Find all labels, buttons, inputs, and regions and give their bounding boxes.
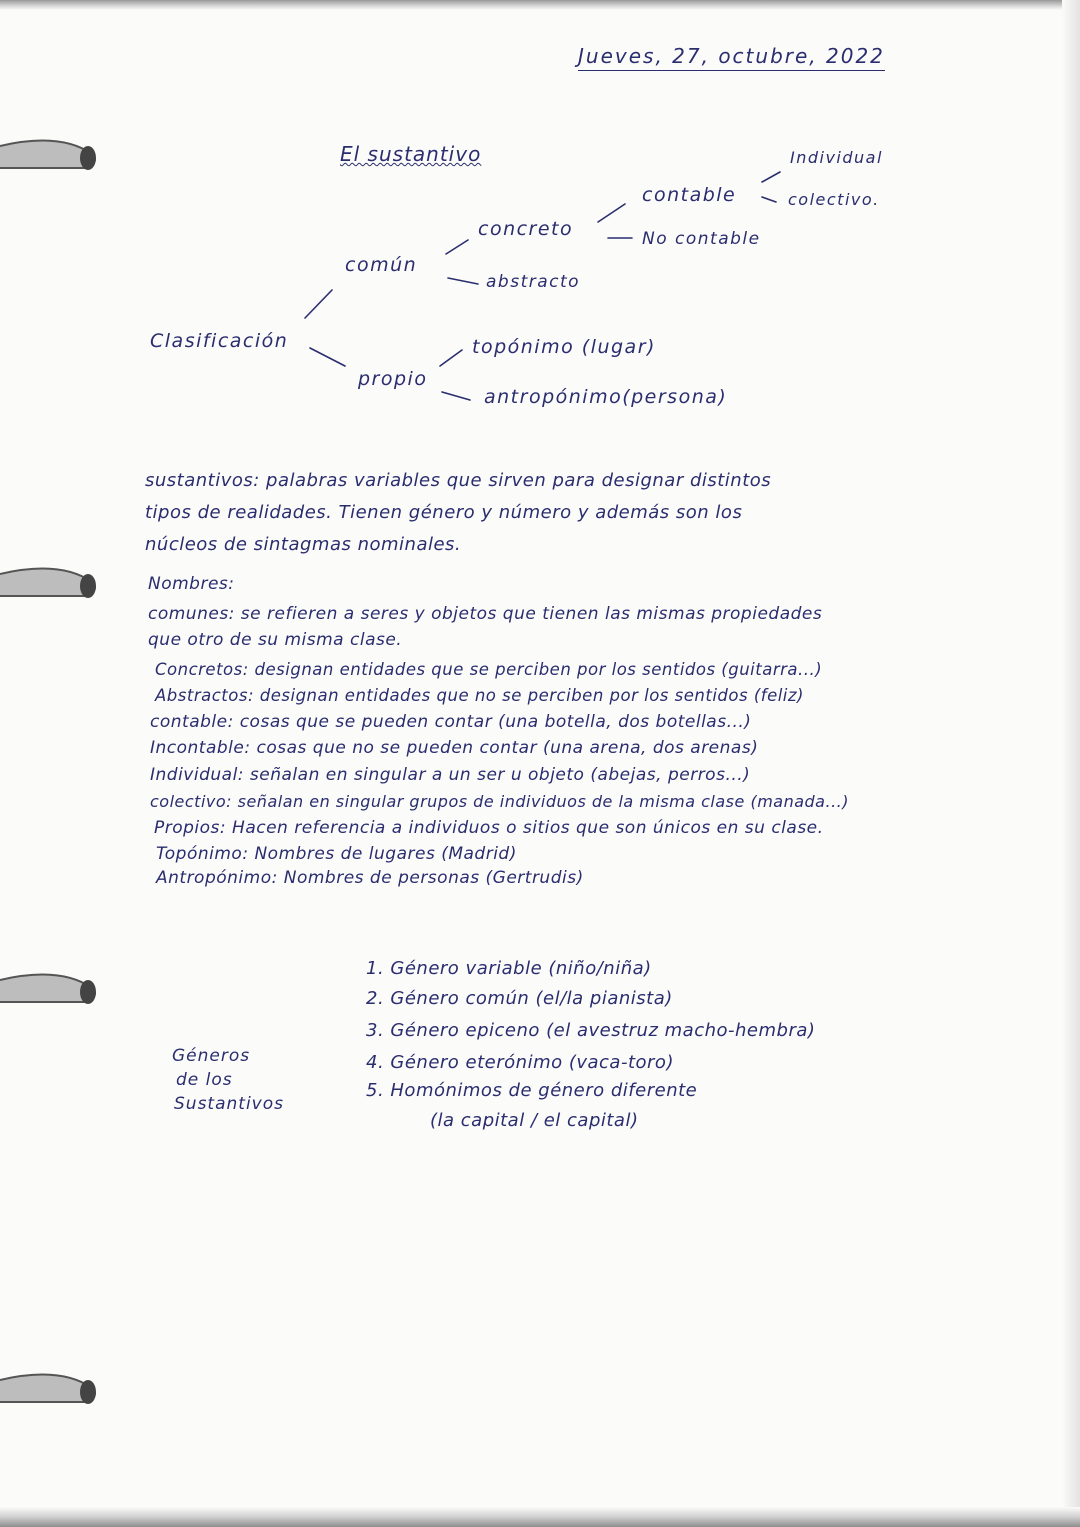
tree-root-label: Clasificación xyxy=(150,330,289,352)
nombres-line: contable: cosas que se pueden contar (una botella, dos botellas...) xyxy=(150,712,752,732)
branch-line xyxy=(305,290,332,318)
branch-line xyxy=(442,392,470,400)
branch-line xyxy=(598,204,625,222)
tree-contable-label: contable xyxy=(642,184,737,206)
genero-item: 5. Homónimos de género diferente xyxy=(366,1080,698,1101)
genero-item: 4. Género eterónimo (vaca-toro) xyxy=(366,1052,674,1073)
nombres-line: comunes: se refieren a seres y objetos que tienen las mismas propiedades xyxy=(148,604,823,624)
nombres-line: Topónimo: Nombres de lugares (Madrid) xyxy=(156,844,517,864)
tree-no-contable-label: No contable xyxy=(642,229,761,249)
nombres-line: Propios: Hacen referencia a individuos o sitios que son únicos en su clase. xyxy=(154,818,824,838)
tree-colectivo-label: colectivo. xyxy=(788,190,880,209)
tree-comun-label: común xyxy=(345,254,418,276)
generos-label: de los xyxy=(176,1070,233,1090)
genero-item: 2. Género común (el/la pianista) xyxy=(366,988,673,1009)
branch-line xyxy=(762,172,780,182)
generos-label: Géneros xyxy=(172,1046,251,1066)
page-title: El sustantivo xyxy=(340,142,482,166)
branch-line xyxy=(448,278,478,284)
branch-line xyxy=(762,197,776,202)
nombres-line: colectivo: señalan en singular grupos de individuos de la misma clase (manada...) xyxy=(150,792,849,811)
nombres-line: Individual: señalan en singular a un ser u objeto (abejas, perros...) xyxy=(150,765,751,785)
branch-line xyxy=(446,240,468,254)
tree-abstracto-label: abstracto xyxy=(486,272,581,292)
nombres-heading: Nombres: xyxy=(148,574,235,594)
nombres-line: Antropónimo: Nombres de personas (Gertrudis) xyxy=(156,868,584,888)
definition-line: sustantivos: palabras variables que sirven para designar distintos xyxy=(145,470,772,491)
branch-line xyxy=(310,348,345,366)
nombres-line: Concretos: designan entidades que se perciben por los sentidos (guitarra...) xyxy=(155,660,823,679)
branch-line xyxy=(440,350,462,366)
genero-item: (la capital / el capital) xyxy=(430,1110,639,1131)
tree-individual-label: Individual xyxy=(790,148,883,167)
nombres-line: que otro de su misma clase. xyxy=(148,630,403,650)
nombres-line: Incontable: cosas que no se pueden contar (una arena, dos arenas) xyxy=(150,738,759,758)
tree-concreto-label: concreto xyxy=(478,218,574,240)
definition-line: núcleos de sintagmas nominales. xyxy=(145,534,462,555)
date-heading: Jueves, 27, octubre, 2022 xyxy=(578,44,885,71)
tree-toponimo-label: topónimo (lugar) xyxy=(472,336,656,358)
generos-label: Sustantivos xyxy=(174,1094,284,1114)
tree-antroponimo-label: antropónimo(persona) xyxy=(484,386,728,408)
genero-item: 1. Género variable (niño/niña) xyxy=(366,958,652,979)
tree-propio-label: propio xyxy=(358,368,428,390)
genero-item: 3. Género epiceno (el avestruz macho-hembra) xyxy=(366,1020,816,1041)
definition-line: tipos de realidades. Tienen género y número y además son los xyxy=(145,502,743,523)
nombres-line: Abstractos: designan entidades que no se perciben por los sentidos (feliz) xyxy=(155,686,804,705)
